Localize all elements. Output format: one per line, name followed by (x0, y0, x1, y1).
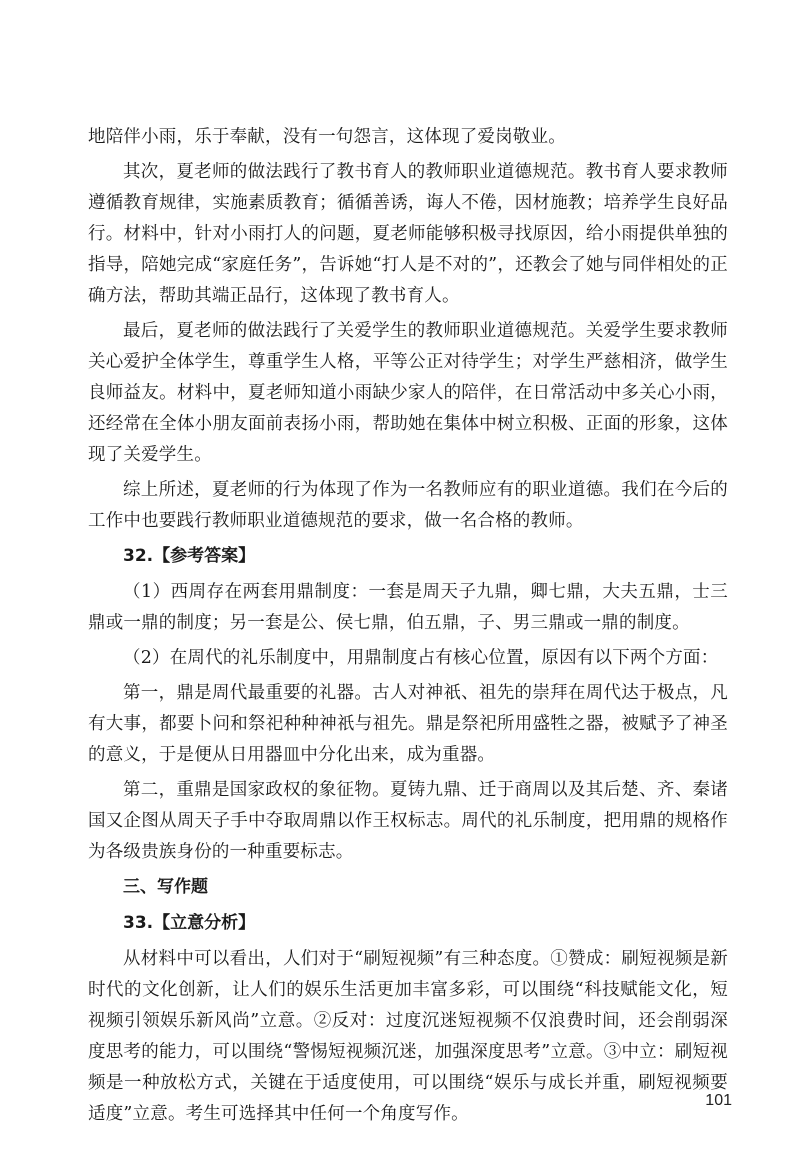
paragraph-reason-two: 第二，重鼎是国家政权的象征物。夏铸九鼎、迁于商周以及其后楚、齐、秦诸国又企图从周天子手中夺取周鼎以作王权标志。周代的礼乐制度，把用鼎的规格作为各级贵族身份的一种重要标志。 (88, 780, 728, 862)
page-content (88, 122, 728, 1134)
page-number: 101 (705, 1092, 732, 1109)
paragraph-conclusion: 综上所述，夏老师的行为体现了作为一名教师应有的职业道德。我们在今后的工作中也要践行教师职业道德规范的要求，做一名合格的教师。 (88, 480, 728, 531)
paragraph-ding-systems: （1）西周存在两套用鼎制度：一套是周天子九鼎，卿七鼎，大夫五鼎，士三鼎或一鼎的制度；另一套是公、侯七鼎，伯五鼎，子、男三鼎或一鼎的制度。 (88, 582, 728, 633)
paragraph-continuation: 地陪伴小雨，乐于奉献，没有一句怨言，这体现了爱岗敬业。 (88, 127, 566, 147)
answer-heading-32: 32.【参考答案】 (123, 546, 256, 566)
paragraph-caring: 最后，夏老师的做法践行了关爱学生的教师职业道德规范。关爱学生要求教师关心爱护全体学生，尊重学生人格，平等公正对待学生；对学生严慈相济，做学生良师益友。材料中，夏老师知道小雨缺少家人的陪伴，在日常活动中多关心小雨，还经常在全体小朋友面前表扬小雨，帮助她在集体中树立积极、正面的形象，这体现了关爱学生。 (88, 321, 728, 465)
paragraph-teaching: 其次，夏老师的做法践行了教书育人的教师职业道德规范。教书育人要求教师遵循教育规律，实施素质教育；循循善诱，诲人不倦，因材施教；培养学生良好品行。材料中，针对小雨打人的问题，夏老师能够积极寻找原因，给小雨提供单独的指导，陪她完成“家庭任务”，告诉她“打人是不对的”，还教会了她与同伴相处的正确方法，帮助其端正品行，这体现了教书育人。 (88, 162, 728, 306)
section-heading-writing: 三、写作题 (123, 877, 208, 897)
answer-heading-33: 33.【立意分析】 (123, 913, 256, 933)
paragraph-reason-one: 第一，鼎是周代最重要的礼器。古人对神祇、祖先的崇拜在周代达于极点，凡有大事，都要卜问和祭祀种种神祇与祖先。鼎是祭祀所用盛牲之器，被赋予了神圣的意义，于是便从日用器皿中分化出来，成为重器。 (88, 683, 728, 765)
paragraph-ding-reasons: （2）在周代的礼乐制度中，用鼎制度占有核心位置，原因有以下两个方面： (123, 648, 719, 668)
paragraph-analysis: 从材料中可以看出，人们对于“刷短视频”有三种态度。①赞成：刷短视频是新时代的文化创新，让人们的娱乐生活更加丰富多彩，可以围绕“科技赋能文化，短视频引领娱乐新风尚”立意。②反对：过度沉迷短视频不仅浪费时间，还会削弱深度思考的能力，可以围绕“警惕短视频沉迷，加强深度思考”立意。③中立：刷短视频是一种放松方式，关键在于适度使用，可以围绕“娱乐与成长并重，刷短视频要适度”立意。考生可选择其中任何一个角度写作。 (88, 949, 728, 1124)
